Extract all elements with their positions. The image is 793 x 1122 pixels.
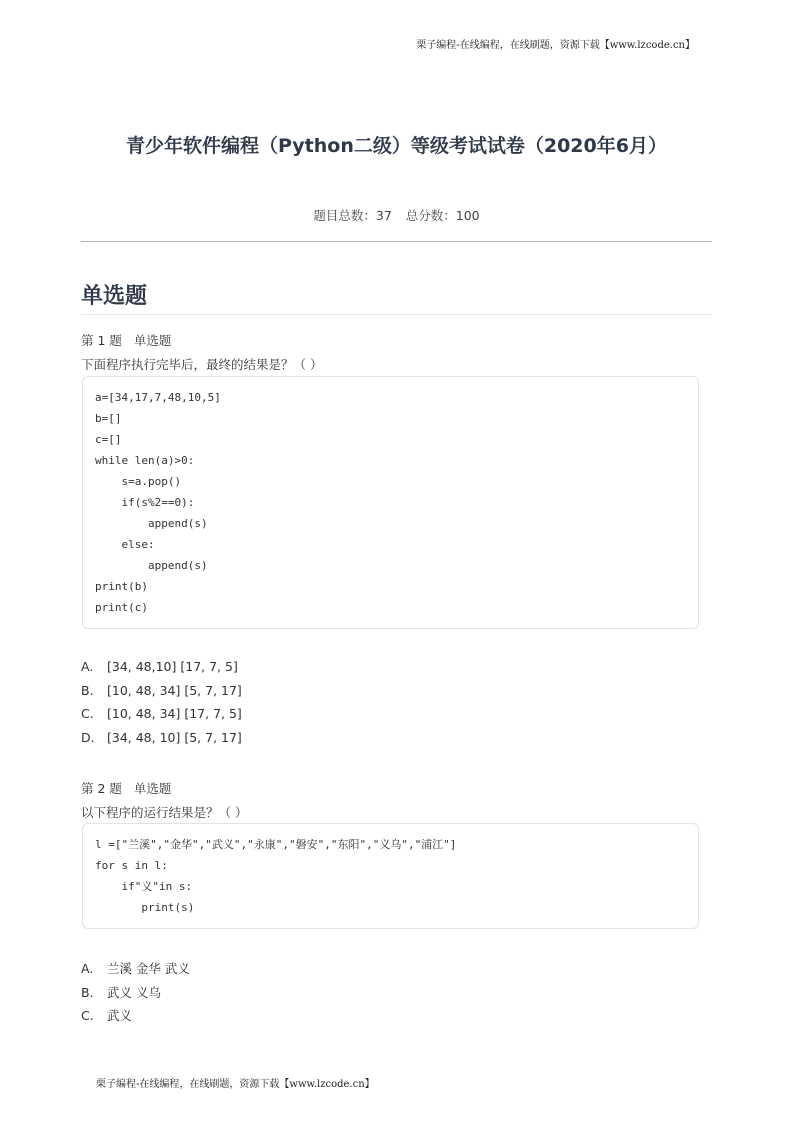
code-line: append(s) <box>95 559 208 572</box>
question-2-text: 以下程序的运行结果是？（ ） <box>81 805 248 820</box>
question-2-type: 单选题 <box>133 781 172 796</box>
code-line: b=[] <box>95 412 122 425</box>
option-text: 武义 义乌 <box>107 984 161 1000</box>
option-text: [10, 48, 34] [5, 7, 17] <box>107 682 242 698</box>
question-1-type: 单选题 <box>133 333 172 348</box>
question-2-options <box>81 957 190 1028</box>
code-line: c=[] <box>95 433 122 446</box>
option-c[interactable] <box>81 702 242 726</box>
code-line: append(s) <box>95 517 208 530</box>
option-letter: C. <box>81 1008 94 1023</box>
option-text: 武义 <box>107 1008 133 1023</box>
option-text: [34, 48,10] [17, 7, 5] <box>107 659 238 674</box>
question-2-header <box>81 779 171 797</box>
option-text: 兰溪 金华 武义 <box>107 961 190 976</box>
page-footer-text: 栗子编程-在线编程，在线刷题，资源下载【www.lzcode.cn】 <box>96 1079 375 1090</box>
code-line: if(s%2==0): <box>95 496 195 509</box>
option-text: [10, 48, 34] [17, 7, 5] <box>107 706 242 721</box>
code-line: print(b) <box>95 580 148 593</box>
option-letter: D. <box>81 729 95 745</box>
option-letter: B. <box>81 984 94 1000</box>
code-line: else: <box>95 538 155 551</box>
total-questions: 题目总数：37 <box>313 208 392 223</box>
option-letter: A. <box>81 961 94 976</box>
code-line: l =["兰溪","金华","武义","永康","磐安","东阳","义乌","浦江"] <box>95 838 457 851</box>
option-letter: B. <box>81 682 94 698</box>
question-1-text: 下面程序执行完毕后，最终的结果是？（ ） <box>81 357 323 372</box>
option-letter: C. <box>81 706 94 721</box>
question-2-number: 第 2 题 <box>81 781 122 796</box>
total-score: 总分数：100 <box>405 208 480 223</box>
option-b[interactable] <box>81 679 242 703</box>
code-line: s=a.pop() <box>95 475 182 488</box>
section-divider <box>81 314 712 315</box>
question-1-header <box>81 331 171 349</box>
option-letter: A. <box>81 659 94 674</box>
question-1-code-block <box>82 376 699 629</box>
code-line: for s in l: <box>95 859 168 872</box>
page-header-text: 栗子编程-在线编程，在线刷题，资源下载【www.lzcode.cn】 <box>416 40 695 51</box>
exam-meta <box>0 206 793 224</box>
title-divider <box>81 241 712 242</box>
question-1-number: 第 1 题 <box>81 333 122 348</box>
code-line: if"义"in s: <box>95 880 193 893</box>
code-line: print(c) <box>95 601 148 614</box>
question-2-code-block <box>82 823 699 929</box>
option-a[interactable] <box>81 957 190 981</box>
code-line: while len(a)>0: <box>95 454 195 467</box>
question-1-options <box>81 655 242 749</box>
code-line: a=[34,17,7,48,10,5] <box>95 391 221 404</box>
exam-title: 青少年软件编程（Python二级）等级考试试卷（2020年6月） <box>126 135 667 157</box>
option-text: [34, 48, 10] [5, 7, 17] <box>107 729 242 745</box>
option-d[interactable] <box>81 726 242 750</box>
section-title: 单选题 <box>81 284 148 309</box>
option-b[interactable] <box>81 981 190 1005</box>
option-a[interactable] <box>81 655 242 679</box>
option-c[interactable] <box>81 1004 190 1028</box>
code-line: print(s) <box>95 901 195 914</box>
